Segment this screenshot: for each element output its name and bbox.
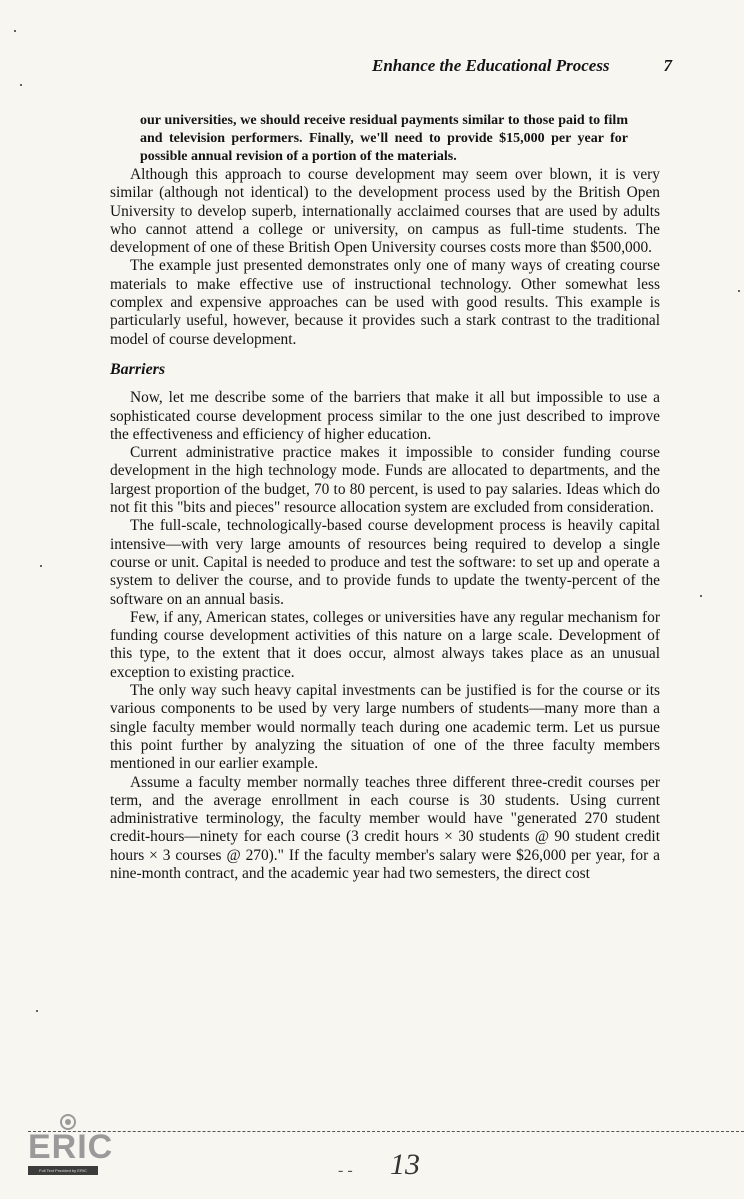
header-page-number: 7 (663, 56, 672, 75)
running-header (372, 56, 672, 76)
paragraph-4: Current administrative practice makes it impossible to consider funding course development in the high technology mode. Funds are allocated to departments, and the largest proportion of the budget, 70 to 80 percent, is used to pay salaries. Ideas which do not fit this "bits and pieces" resource allocation system are excluded from consideration. (110, 444, 660, 517)
scan-speck (738, 290, 740, 292)
scan-speck (40, 565, 42, 567)
scan-speck (14, 30, 16, 32)
paragraph-5: The full-scale, technologically-based course development process is heavily capital intensive—with very large amounts of resources being required to develop a single course or unit. Capital is needed to produce and test the software: to set up and operate a system to deliver the course, and to provide funds to update the twenty-percent of the software on an annual basis. (110, 517, 660, 608)
scan-speck (700, 595, 702, 597)
paragraph-6: Few, if any, American states, colleges or universities have any regular mechanism for funding course development activities of this nature on a large scale. Development of this type, to the extent that it does occur, almost always takes place as an unusual exception to existing practice. (110, 608, 660, 681)
paragraph-7: The only way such heavy capital investments can be justified is for the course or its various components to be used by very large numbers of students—many more than a single faculty member would normally teach during one academic term. Let us pursue this point further by analyzing the situation of one of the three faculty members mentioned in our earlier example. (110, 682, 660, 773)
eric-logo-text: ERIC (28, 1128, 114, 1166)
paragraph-3: Now, let me describe some of the barriers that make it all but impossible to use a sophisticated course development process similar to the one just described to improve the effectiveness and efficiency of higher education. (110, 389, 660, 443)
section-heading-barriers: Barriers (110, 360, 166, 378)
paragraph-1: Although this approach to course development may seem over blown, it is very similar (although not identical) to the development process used by the British Open University to develop superb, internationally acclaimed courses that are used by adults who cannot attend a college or university, on campus as full-time students. The development of one of these British Open University courses costs more than $500,000. (110, 166, 660, 257)
eric-logo (28, 1112, 114, 1173)
footer-dash-mark: - - (338, 1162, 353, 1179)
footer-page-number: 13 (390, 1148, 420, 1181)
footer-divider (28, 1131, 744, 1132)
scan-speck (20, 84, 22, 86)
eric-logo-tagline: Full Text Provided by ERIC (28, 1166, 98, 1175)
body-text (110, 112, 660, 883)
header-title: Enhance the Educational Process (372, 56, 610, 75)
paragraph-8: Assume a faculty member normally teaches three different three-credit courses per term, and the average enrollment in each course is 30 students. Using current administrative terminology, the faculty member would have "generated 270 student credit-hours—ninety for each course (3 credit hours × 30 students @ 90 student credit hours × 3 courses @ 270)." If the faculty member's salary were $26,000 per year, for a nine-month contract, and the academic year had two semesters, the direct cost (110, 773, 660, 882)
scan-speck (36, 1010, 38, 1012)
paragraph-2: The example just presented demonstrates only one of many ways of creating course materials to make effective use of instructional technology. Other somewhat less complex and expensive approaches can be used with good results. This example is particularly useful, however, because it provides such a stark contrast to the traditional model of course development. (110, 257, 660, 348)
indented-quote: our universities, we should receive residual payments similar to those paid to film and television performers. Finally, we'll need to provide $15,000 per year for possible annual revision of a portion of the materials. (140, 113, 628, 164)
